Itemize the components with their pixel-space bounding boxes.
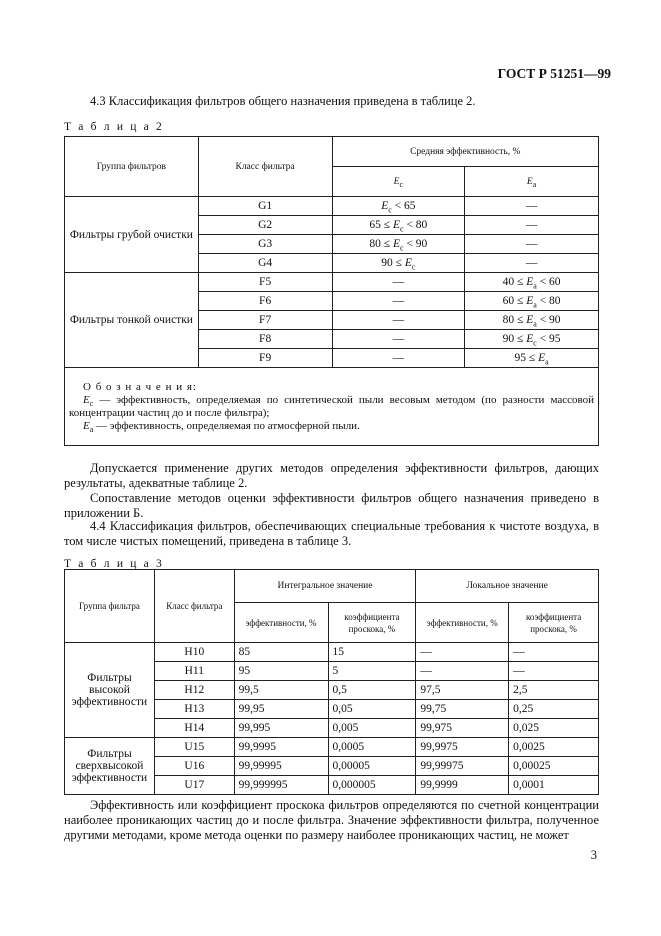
t2-ea: — — [465, 197, 599, 216]
t3-class: U16 — [154, 757, 234, 776]
t3-loc-coef: 0,00025 — [509, 757, 599, 776]
t3-loc-eff: 99,9999 — [416, 776, 509, 795]
table3-caption: Т а б л и ц а 3 — [64, 558, 165, 570]
t2-note1: $E_c$ — эффективность, определяемая по синтетической пыли весовым методом (по разности массовой концентрации частиц до и после фильтра); — [69, 393, 594, 419]
t3-int-eff: 99,9995 — [234, 738, 328, 757]
t3-loc-eff: — — [416, 643, 509, 662]
t2-ea: — — [465, 254, 599, 273]
t2-class: F6 — [198, 292, 332, 311]
t2-class: F7 — [198, 311, 332, 330]
t3-class: H12 — [154, 681, 234, 700]
t3-col-local: Локальное значение — [416, 570, 599, 603]
t2-class: F8 — [198, 330, 332, 349]
table2-caption: Т а б л и ц а 2 — [64, 121, 165, 133]
t2-notes — [65, 368, 599, 446]
t2-sub-ec: $E_c$ — [332, 167, 465, 197]
t3-loc-eff: 99,9975 — [416, 738, 509, 757]
t3-int-coef: 0,00005 — [328, 757, 416, 776]
t3-group-hepa: Фильтры высокой эффективности — [65, 643, 155, 738]
t2-ec: $80 \le E_c < 90$ — [332, 235, 465, 254]
t3-int-coef: 0,005 — [328, 719, 416, 738]
t2-ec: — — [332, 273, 465, 292]
t3-loc-coef: 0,0025 — [509, 738, 599, 757]
t3-int-coef: 5 — [328, 662, 416, 681]
t3-loc-coef: 0,25 — [509, 700, 599, 719]
t3-class: H14 — [154, 719, 234, 738]
t2-col-eff: Средняя эффективность, % — [332, 137, 599, 167]
t3-class: U17 — [154, 776, 234, 795]
t2-ec: — — [332, 311, 465, 330]
t3-loc-coef: — — [509, 643, 599, 662]
t2-class: G4 — [198, 254, 332, 273]
t2-ea: — — [465, 235, 599, 254]
t2-ea: $40 \le E_a < 60$ — [465, 273, 599, 292]
t2-ec: — — [332, 349, 465, 368]
t2-class: F5 — [198, 273, 332, 292]
t3-col-group: Группа фильтра — [65, 570, 155, 643]
t2-class: G3 — [198, 235, 332, 254]
t3-col-class: Класс фильтра — [154, 570, 234, 643]
t2-ea: — — [465, 216, 599, 235]
page-number: 3 — [590, 848, 597, 862]
t3-loc-coef: 0,0001 — [509, 776, 599, 795]
t3-int-coef: 0,0005 — [328, 738, 416, 757]
t3-class: H11 — [154, 662, 234, 681]
t2-ea: $90 \le E_c < 95$ — [465, 330, 599, 349]
section-4-4: 4.4 Классификация фильтров, обеспечивающих специальные требования к чистоте воздуха, в том числе чистых помещений, приведена в таблице 3. — [64, 519, 599, 548]
t3-loc-eff: 99,99975 — [416, 757, 509, 776]
section-4-3: 4.3 Классификация фильтров общего назначения приведена в таблице 2. — [90, 94, 476, 108]
t3-col-integral: Интегральное значение — [234, 570, 416, 603]
t2-note2: $E_a$ — эффективность, определяемая по атмосферной пыли. — [83, 419, 360, 434]
t2-ec: $E_c < 65$ — [332, 197, 465, 216]
t3-int-coef: 0,000005 — [328, 776, 416, 795]
t3-loc-coef: 0,025 — [509, 719, 599, 738]
t3-sub-eff-local: эффективности, % — [416, 603, 509, 643]
t2-col-group: Группа фильтров — [65, 137, 199, 197]
t3-int-eff: 85 — [234, 643, 328, 662]
table2 — [64, 136, 599, 446]
t2-class: G2 — [198, 216, 332, 235]
t2-sub-ea: $E_a$ — [465, 167, 599, 197]
table3 — [64, 569, 599, 795]
para-final: Эффективность или коэффициент проскока фильтров определяются по счетной концентрации наиболее проникающих частиц до и после фильтра. Значение эффективности фильтра, полученное другими методами, кроме метода оценки по размеру наиболее проникающих частиц, не может — [64, 798, 599, 842]
t3-int-eff: 99,99995 — [234, 757, 328, 776]
t3-class: H10 — [154, 643, 234, 662]
t3-sub-coef-local: коэффициента проскока, % — [509, 603, 599, 643]
t3-int-coef: 0,5 — [328, 681, 416, 700]
t2-ea: $95 \le E_a$ — [465, 349, 599, 368]
t3-int-coef: 15 — [328, 643, 416, 662]
t2-group-fine: Фильтры тонкой очистки — [65, 273, 199, 368]
t3-int-eff: 99,5 — [234, 681, 328, 700]
t2-ec: — — [332, 330, 465, 349]
t3-int-eff: 95 — [234, 662, 328, 681]
t3-sub-coef: коэффициента проскока, % — [328, 603, 416, 643]
t3-int-coef: 0,05 — [328, 700, 416, 719]
para-compare: Сопоставление методов оценки эффективности фильтров общего назначения приведено в приложении Б. — [64, 491, 599, 520]
page-header: ГОСТ Р 51251—99 — [497, 66, 611, 81]
t2-ec: — — [332, 292, 465, 311]
t2-notes-title: О б о з н а ч е н и я: — [83, 380, 197, 393]
t3-loc-eff: 99,975 — [416, 719, 509, 738]
t2-class: G1 — [198, 197, 332, 216]
t2-col-class: Класс фильтра — [198, 137, 332, 197]
t3-loc-eff: — — [416, 662, 509, 681]
para-methods: Допускается применение других методов определения эффективности фильтров, дающих результаты, адекватные таблице 2. — [64, 461, 599, 490]
t3-group-ulpa: Фильтры сверхвысокой эффективности — [65, 738, 155, 795]
t2-ea: $60 \le E_a < 80$ — [465, 292, 599, 311]
t3-loc-coef: — — [509, 662, 599, 681]
t3-sub-eff: эффективности, % — [234, 603, 328, 643]
t2-ec: $65 \le E_c < 80$ — [332, 216, 465, 235]
t2-ec: $90 \le E_c$ — [332, 254, 465, 273]
t3-loc-coef: 2,5 — [509, 681, 599, 700]
t3-class: H13 — [154, 700, 234, 719]
t2-group-coarse: Фильтры грубой очистки — [65, 197, 199, 273]
t3-class: U15 — [154, 738, 234, 757]
t3-loc-eff: 99,75 — [416, 700, 509, 719]
t2-class: F9 — [198, 349, 332, 368]
t3-loc-eff: 97,5 — [416, 681, 509, 700]
t3-int-eff: 99,995 — [234, 719, 328, 738]
t3-int-eff: 99,999995 — [234, 776, 328, 795]
t3-int-eff: 99,95 — [234, 700, 328, 719]
t2-ea: $80 \le E_a < 90$ — [465, 311, 599, 330]
